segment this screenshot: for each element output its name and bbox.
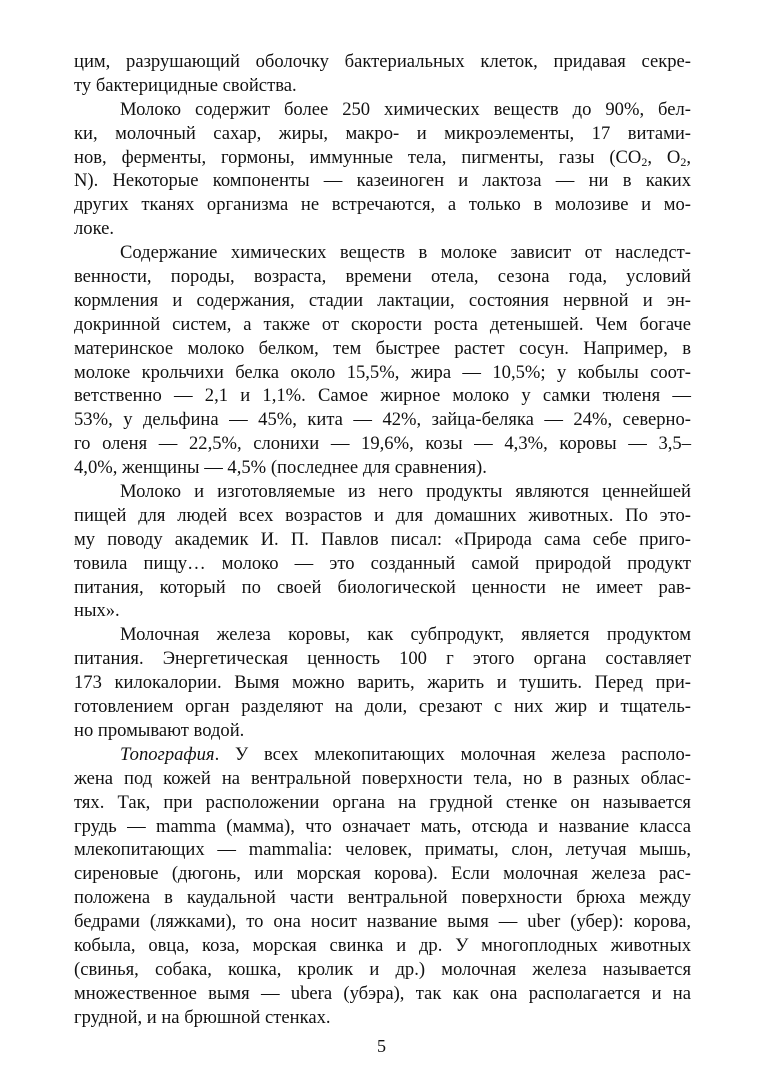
section-heading-topography: Топография [120, 743, 215, 765]
text-line: (свинья, собака, кошка, кролик и др.) молочная железа называется [74, 958, 691, 980]
text-line: но промывают водой. [74, 719, 245, 741]
text-line: грудь — mamma (мамма), что означает мать, отсюда и название класса [74, 815, 691, 837]
subscript: 2 [680, 154, 687, 169]
text-line: цим, разрушающий оболочку бактериальных клеток, придавая секре- [74, 51, 691, 72]
subscript: 2 [641, 154, 648, 169]
text-line: материнское молоко белком, тем быстрее растет сосун. Например, в [74, 337, 691, 359]
text-line: Содержание химических веществ в молоке зависит от наследст- [120, 242, 691, 264]
text-line: 4,0%, женщины — 4,5% (последнее для сравнения). [74, 457, 487, 479]
text-line: питания, который по своей биологической ценности не имеет рав- [74, 576, 691, 598]
text-line: докринной систем, а также от скорости роста детенышей. Чем богаче [74, 313, 691, 335]
text-line: венности, породы, возраста, времени отела, сезона года, условий [74, 266, 691, 288]
text-line: кобыла, овца, коза, морская свинка и др. У многоплодных животных [74, 934, 691, 956]
text-line: Молочная железа коровы, как субпродукт, является продуктом [120, 624, 691, 646]
text-line: положена в каудальной части вентральной поверхности брюха между [74, 887, 691, 909]
text-line: питания. Энергетическая ценность 100 г этого органа составляет [74, 648, 691, 670]
text-fragment: , [686, 146, 692, 168]
text-line: тях. Так, при расположении органа на грудной стенке он называется [74, 791, 691, 813]
text-fragment: , O [647, 146, 681, 168]
text-line: локе. [74, 218, 115, 240]
paragraph-topography [74, 743, 691, 1030]
text-line: жена под кожей на вентральной поверхности тела, но в разных облас- [74, 767, 691, 789]
text-line-formula [74, 146, 691, 170]
text-line: ки, молочный сахар, жиры, макро- и микроэлементы, 17 витами- [74, 122, 691, 144]
text-line: му поводу академик И. П. Павлов писал: «Природа сама себе приго- [74, 528, 691, 550]
text-line: других тканях организма не встречаются, а только в молозиве и мо- [74, 194, 691, 216]
page-number: 5 [377, 1036, 386, 1056]
text-fragment: . У всех млекопитающих молочная железа располо- [214, 743, 691, 765]
text-line: готовлением орган разделяют на доли, срезают с них жир и тщатель- [74, 696, 691, 718]
paragraph-2 [74, 98, 691, 241]
paragraph-1 [74, 50, 691, 98]
page-body [74, 50, 691, 1030]
text-line: Молоко и изготовляемые из него продукты являются ценнейшей [120, 481, 691, 503]
text-line: 173 килокалории. Вымя можно варить, жарить и тушить. Перед при- [74, 672, 691, 694]
text-line: сиреновые (дюгонь, или морская корова). Если молочная железа рас- [74, 863, 691, 885]
paragraph-4 [74, 480, 691, 623]
text-line: пищей для людей всех возрастов и для домашних животных. По это- [74, 504, 691, 526]
text-line [74, 743, 691, 767]
text-line: 53%, у дельфина — 45%, кита — 42%, зайца-беляка — 24%, северно- [74, 409, 691, 431]
text-line: ных». [74, 600, 120, 622]
text-line: товила пищу… молоко — это созданный самой природой продукт [74, 552, 691, 574]
text-line: ветственно — 2,1 и 1,1%. Самое жирное молоко у самки тюленя — [74, 385, 691, 407]
text-line: млекопитающих — mammalia: человек, приматы, слон, летучая мышь, [74, 839, 691, 861]
paragraph-5 [74, 623, 691, 742]
text-line: грудной, и на брюшной стенках. [74, 1006, 331, 1028]
text-line: множественное вымя — ubera (убэра), так как она располагается и на [74, 982, 691, 1004]
text-line: Молоко содержит более 250 химических веществ до 90%, бел- [120, 98, 691, 120]
text-line: ту бактерицидные свойства. [74, 74, 297, 96]
text-line: N). Некоторые компоненты — казеиноген и лактоза — ни в каких [74, 170, 691, 192]
text-line: го оленя — 22,5%, слонихи — 19,6%, козы — 4,3%, коровы — 3,5– [74, 433, 691, 455]
text-line: молоке крольчихи белка около 15,5%, жира — 10,5%; у кобылы соот- [74, 361, 691, 383]
text-fragment: нов, ферменты, гормоны, иммунные тела, пигменты, газы (CO [74, 146, 642, 168]
text-line: бедрами (ляжками), то она носит название вымя — uber (убер): корова, [74, 911, 691, 933]
paragraph-3 [74, 241, 691, 480]
text-line: кормления и содержания, стадии лактации, состояния нервной и эн- [74, 289, 691, 311]
